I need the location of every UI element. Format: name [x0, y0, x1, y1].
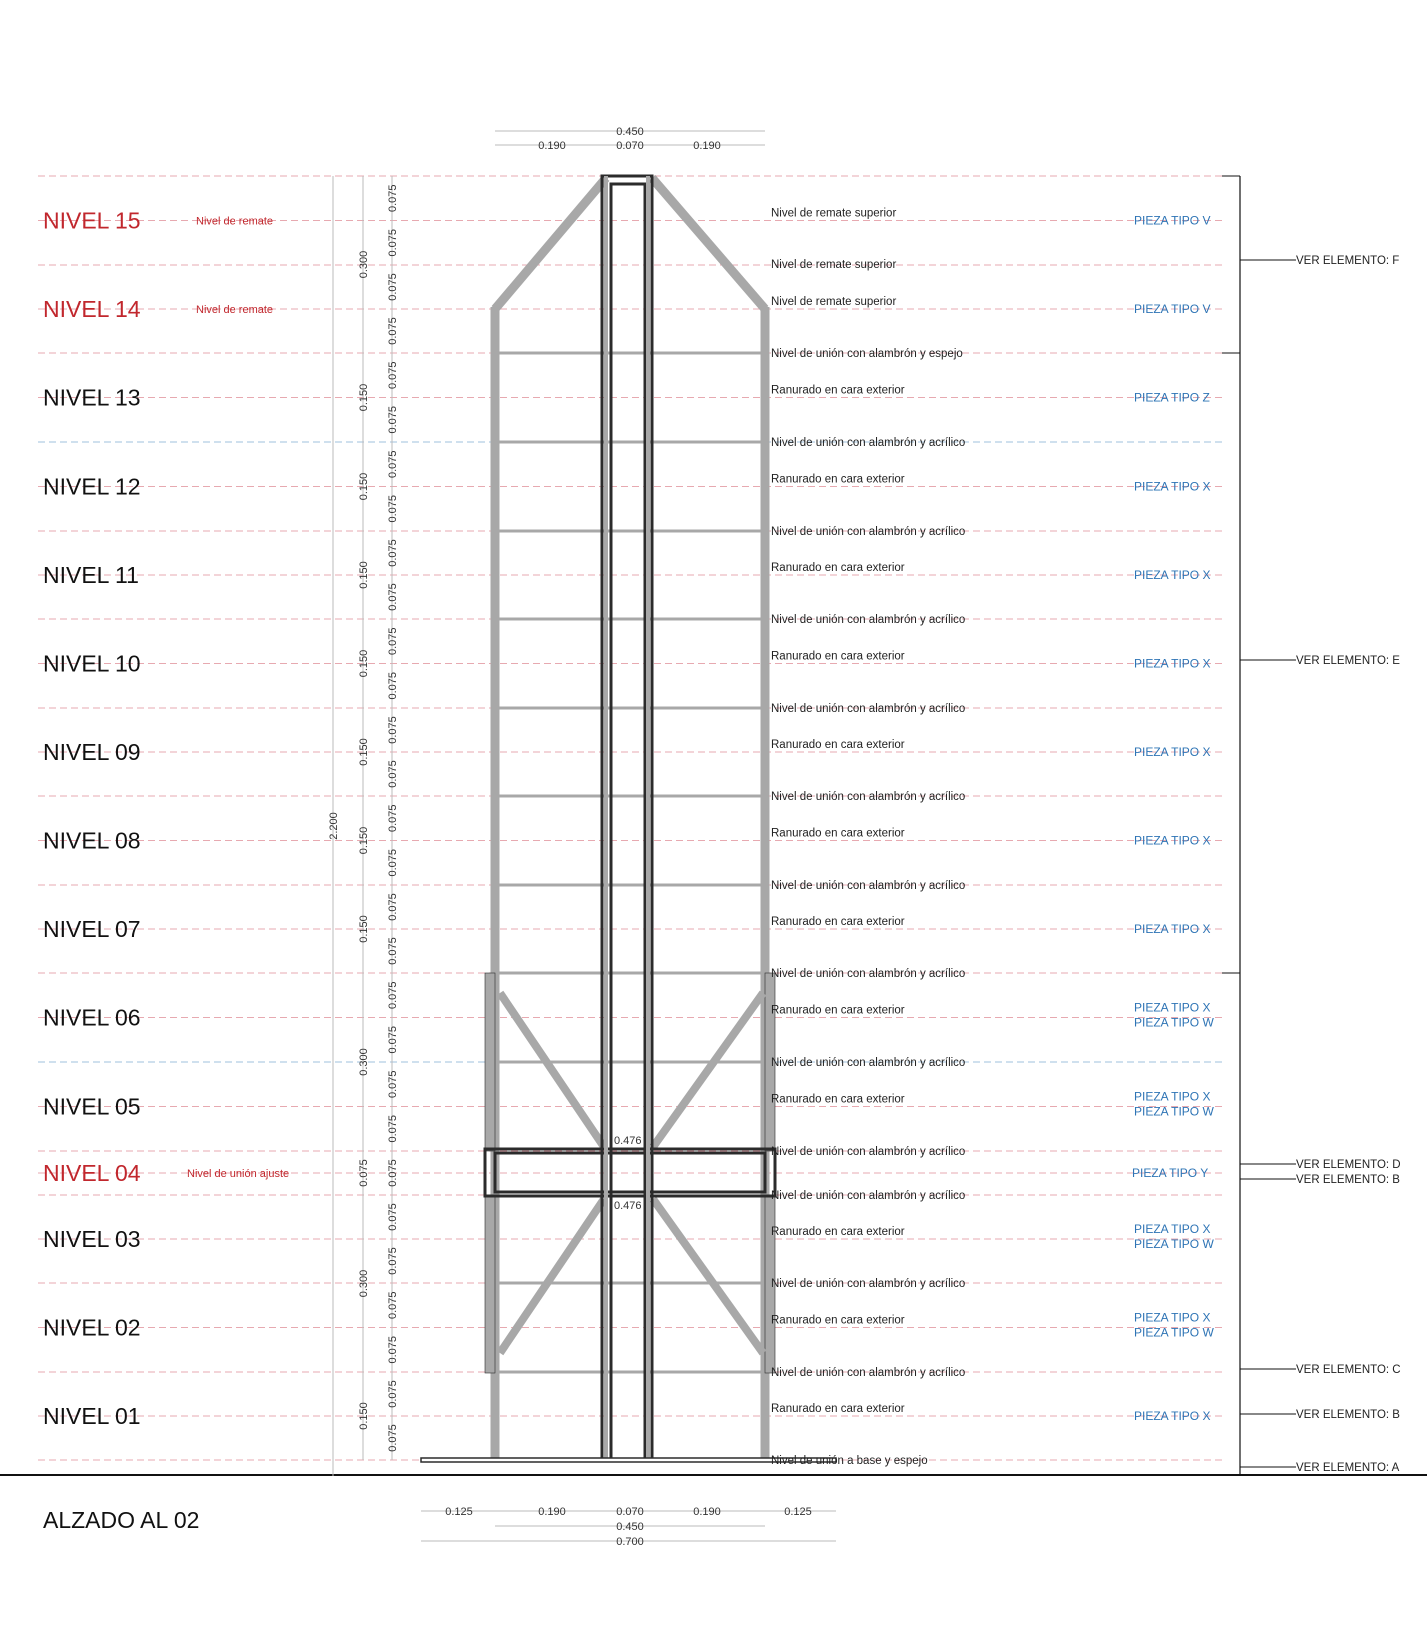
element-reference: VER ELEMENTO: E [1296, 655, 1400, 667]
step-dimension-label: 0.075 [387, 893, 399, 921]
step-dimension-label: 0.075 [387, 583, 399, 611]
step-dimension-label: 0.075 [387, 317, 399, 345]
tower-structure [421, 176, 836, 1462]
group-dimension-label: 0.075 [358, 1159, 370, 1187]
group-dimension-label: 0.150 [358, 383, 370, 412]
level-label: NIVEL 07 [43, 916, 141, 942]
step-dimension-label: 0.075 [387, 405, 399, 434]
level-label: NIVEL 01 [43, 1403, 141, 1429]
level-label: NIVEL 11 [43, 562, 139, 588]
level-note: Ranurado en cara exterior [771, 1004, 905, 1017]
cap-slope-left [495, 178, 606, 309]
step-dimension-label: 0.075 [387, 273, 399, 301]
level-note: Ranurado en cara exterior [771, 473, 905, 486]
step-dimension-label: 0.075 [387, 1247, 399, 1275]
level-label: NIVEL 02 [43, 1314, 141, 1341]
level-note: Ranurado en cara exterior [771, 1226, 905, 1238]
boundary-note: Nivel de unión con alambrón y acrílico [771, 1146, 966, 1158]
group-dimension-label: 0.150 [358, 738, 370, 766]
level-labels [43, 208, 289, 1430]
level-note: Ranurado en cara exterior [771, 916, 905, 928]
level-note: Ranurado en cara exterior [771, 384, 905, 397]
step-dimension-label: 0.075 [387, 539, 399, 567]
level-label: NIVEL 12 [43, 473, 141, 500]
level-sublabel: Nivel de remate [196, 215, 274, 228]
step-dimension-label: 0.075 [387, 1025, 399, 1054]
lower-frame-brace [653, 1199, 763, 1353]
level-label: NIVEL 03 [43, 1226, 141, 1252]
level-note: Nivel de remate superior [771, 207, 897, 220]
group-dimension-label: 0.150 [358, 1402, 370, 1430]
boundary-note: Nivel de unión con alambrón y espejo [771, 348, 963, 360]
level-note: Ranurado en cara exterior [771, 739, 905, 751]
group-dimension-label: 0.150 [358, 826, 370, 855]
group-dimension-label: 0.150 [358, 472, 370, 501]
level-label: NIVEL 05 [43, 1093, 141, 1120]
step-dimension-label: 0.075 [387, 981, 399, 1010]
step-dimension-label: 0.075 [387, 937, 399, 965]
level-sublabel: Nivel de remate [196, 304, 274, 316]
element-reference: VER ELEMENTO: C [1296, 1364, 1401, 1376]
level-label: NIVEL 14 [43, 296, 141, 322]
boundary-note: Nivel de unión con alambrón y acrílico [771, 968, 966, 980]
step-dimension-label: 0.075 [387, 450, 399, 479]
level-note: Ranurado en cara exterior [771, 1403, 905, 1415]
step-dimension-label: 0.075 [387, 1203, 399, 1231]
level-note: Ranurado en cara exterior [771, 562, 905, 574]
piece-type-label: PIEZA TIPO W [1134, 1237, 1214, 1251]
level-label: NIVEL 09 [43, 739, 141, 765]
drawing-title: ALZADO AL 02 [43, 1507, 200, 1533]
bottom-part-dimension: 0.125 [445, 1506, 473, 1518]
upper-frame-left-post [485, 973, 495, 1151]
step-dimension-label: 0.075 [387, 716, 399, 744]
boundary-note: Nivel de unión con alambrón y acrílico [771, 1190, 966, 1202]
piece-type-label: PIEZA TIPO X [1134, 922, 1211, 936]
piece-type-label: PIEZA TIPO V [1134, 302, 1211, 316]
step-dimension-label: 0.075 [387, 627, 399, 656]
step-dimension-label: 0.075 [387, 671, 399, 700]
overall-dimension-label: 2.200 [328, 812, 340, 840]
boundary-note: Nivel de unión con alambrón y acrílico [771, 880, 966, 892]
level-label: NIVEL 13 [43, 384, 141, 411]
piece-type-label: PIEZA TIPO Z [1134, 390, 1210, 405]
boundary-note: Nivel de unión con alambrón y acrílico [771, 1367, 966, 1379]
cap-slope-right [652, 178, 765, 309]
piece-type-label: PIEZA TIPO W [1134, 1325, 1214, 1340]
element-reference: VER ELEMENTO: A [1296, 1462, 1400, 1474]
bottom-part-dimension: 0.190 [693, 1506, 721, 1518]
bottom-part-dimension: 0.190 [538, 1506, 566, 1518]
piece-type-label: PIEZA TIPO Y [1132, 1166, 1209, 1180]
top-part-dimension: 0.190 [538, 140, 566, 152]
level-note: Ranurado en cara exterior [771, 827, 905, 840]
piece-type-label: PIEZA TIPO X [1134, 1089, 1211, 1104]
diag-dimension-label: 0.476 [614, 1135, 642, 1147]
bottom-part-dimension: 0.070 [616, 1506, 644, 1518]
piece-type-label: PIEZA TIPO V [1134, 213, 1211, 228]
piece-type-label: PIEZA TIPO X [1134, 1000, 1211, 1015]
step-dimension-label: 0.075 [387, 760, 399, 788]
lower-frame-left-post [485, 1195, 495, 1373]
step-dimension-label: 0.075 [387, 1380, 399, 1408]
step-dimension-label: 0.075 [387, 361, 399, 390]
vertical-dimensions [328, 176, 399, 1476]
level-label: NIVEL 04 [43, 1160, 141, 1186]
step-dimension-label: 0.075 [387, 804, 399, 833]
upper-frame-brace [500, 993, 604, 1147]
boundary-note: Nivel de unión con alambrón y acrílico [771, 703, 966, 715]
level-note: Ranurado en cara exterior [771, 1314, 905, 1327]
group-dimension-label: 0.300 [358, 250, 370, 279]
piece-type-label: PIEZA TIPO X [1134, 568, 1211, 582]
level-label: NIVEL 10 [43, 650, 141, 677]
construction-notes [771, 208, 1214, 1468]
group-dimension-label: 0.150 [358, 649, 370, 678]
level-note: Ranurado en cara exterior [771, 650, 905, 663]
level-note: Nivel de remate superior [771, 296, 897, 308]
group-dimension-label: 0.300 [358, 1269, 370, 1298]
piece-type-label: PIEZA TIPO X [1134, 833, 1211, 848]
bottom-total-dimension: 0.700 [616, 1536, 644, 1548]
boundary-note: Nivel de unión con alambrón y acrílico [771, 791, 966, 803]
boundary-note: Nivel de remate superior [771, 259, 897, 271]
step-dimension-label: 0.075 [387, 1159, 399, 1187]
step-dimension-label: 0.075 [387, 1114, 399, 1143]
piece-type-label: PIEZA TIPO X [1134, 1310, 1211, 1325]
group-dimension-label: 0.150 [358, 915, 370, 943]
step-dimension-label: 0.075 [387, 184, 399, 213]
bottom-part-dimension: 0.125 [784, 1506, 812, 1518]
step-dimension-label: 0.075 [387, 848, 399, 877]
element-reference: VER ELEMENTO: D [1296, 1159, 1401, 1171]
group-dimension-label: 0.300 [358, 1048, 370, 1076]
diag-dimension-label: 0.476 [614, 1200, 642, 1212]
lower-frame-brace [500, 1199, 604, 1353]
boundary-note: Nivel de unión con alambrón y acrílico [771, 437, 966, 449]
step-dimension-label: 0.075 [387, 1424, 399, 1452]
level-label: NIVEL 15 [43, 207, 141, 234]
boundary-note: Nivel de unión con alambrón y acrílico [771, 526, 966, 538]
level-label: NIVEL 06 [43, 1004, 141, 1031]
top-part-dimension: 0.190 [693, 140, 721, 152]
element-reference: VER ELEMENTO: B [1296, 1174, 1400, 1186]
step-dimension-label: 0.075 [387, 1335, 399, 1364]
boundary-note: Nivel de unión a base y espejo [771, 1455, 928, 1467]
piece-type-label: PIEZA TIPO X [1134, 479, 1211, 494]
step-dimension-label: 0.075 [387, 228, 399, 257]
upper-frame-brace [653, 993, 763, 1147]
bottom-mid-dimension: 0.450 [616, 1521, 644, 1533]
step-dimension-label: 0.075 [387, 1070, 399, 1099]
element-reference: VER ELEMENTO: B [1296, 1409, 1400, 1421]
piece-type-label: PIEZA TIPO X [1134, 656, 1211, 671]
element-reference: VER ELEMENTO: F [1296, 255, 1400, 267]
piece-type-label: PIEZA TIPO W [1134, 1104, 1214, 1119]
boundary-note: Nivel de unión con alambrón y acrílico [771, 1057, 966, 1069]
step-dimension-label: 0.075 [387, 494, 399, 523]
element-references [1222, 176, 1401, 1476]
group-dimension-label: 0.150 [358, 561, 370, 589]
piece-type-label: PIEZA TIPO W [1134, 1015, 1214, 1030]
level-note: Ranurado en cara exterior [771, 1093, 905, 1106]
piece-type-label: PIEZA TIPO X [1134, 1222, 1211, 1236]
top-part-dimension: 0.070 [616, 140, 644, 152]
piece-type-label: PIEZA TIPO X [1134, 745, 1211, 759]
core-inner [611, 184, 645, 1460]
boundary-note: Nivel de unión con alambrón y acrílico [771, 614, 966, 626]
level-sublabel: Nivel de unión ajuste [187, 1168, 290, 1180]
level-label: NIVEL 08 [43, 827, 141, 854]
top-total-dimension: 0.450 [616, 126, 644, 138]
step-dimension-label: 0.075 [387, 1291, 399, 1320]
piece-type-label: PIEZA TIPO X [1134, 1409, 1211, 1423]
boundary-note: Nivel de unión con alambrón y acrílico [771, 1278, 966, 1290]
